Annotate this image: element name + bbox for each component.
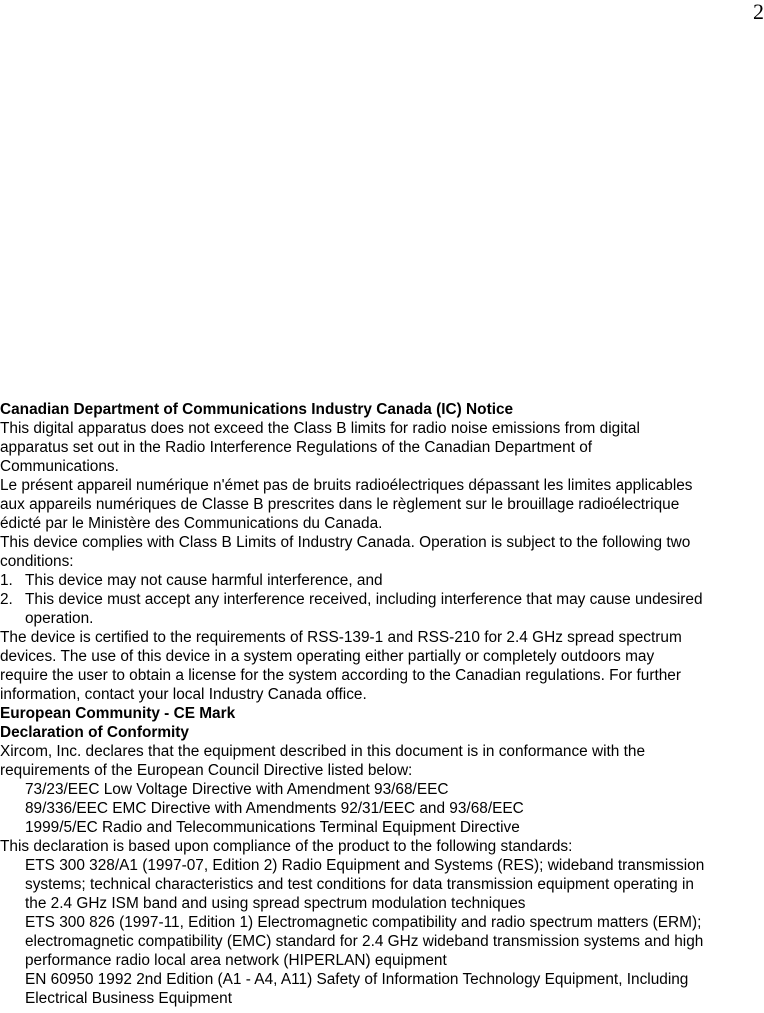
- page-number: 2: [753, 0, 764, 24]
- text-line: apparatus set out in the Radio Interference Regulations of the Canadian Department of: [0, 439, 593, 456]
- condition-text: This device may not cause harmful interference, and: [25, 572, 383, 589]
- text-line: Communications.: [0, 458, 119, 475]
- ic-paragraph-4: [0, 628, 764, 704]
- standards-list: [0, 856, 764, 1008]
- standard-item: [0, 856, 764, 913]
- text-line: ETS 300 826 (1997-11, Edition 1) Electromagnetic compatibility and radio spectrum matters (ERM);: [25, 914, 702, 931]
- text-line: Xircom, Inc. declares that the equipment described in this document is in conformance with the: [0, 743, 646, 760]
- document-body: [0, 400, 764, 1008]
- condition-item: [0, 590, 764, 609]
- text-line: performance radio local area network (HIPERLAN) equipment: [25, 952, 447, 969]
- text-line: requirements of the European Council Directive listed below:: [0, 762, 413, 779]
- text-line: édicté par le Ministère des Communications du Canada.: [0, 515, 383, 532]
- directive-item: 73/23/EEC Low Voltage Directive with Amendment 93/68/EEC: [25, 781, 449, 798]
- text-line: ETS 300 328/A1 (1997-07, Edition 2) Radio Equipment and Systems (RES); wideband transmission: [25, 857, 705, 874]
- directive-item: 89/336/EEC EMC Directive with Amendments 92/31/EEC and 93/68/EEC: [25, 800, 524, 817]
- ic-paragraph-french: [0, 476, 764, 533]
- declaration-heading: Declaration of Conformity: [0, 724, 189, 741]
- ce-mark-section: [0, 704, 764, 1008]
- text-line: Electrical Business Equipment: [25, 990, 233, 1007]
- standard-item: [0, 970, 764, 1008]
- ic-notice-heading: Canadian Department of Communications Industry Canada (IC) Notice: [0, 401, 514, 418]
- directive-item: 1999/5/EC Radio and Telecommunications Terminal Equipment Directive: [25, 819, 520, 836]
- text-line: devices. The use of this device in a system operating either partially or completely outdoors may: [0, 648, 655, 665]
- list-number: 1.: [0, 572, 13, 589]
- text-line: require the user to obtain a license for the system according to the Canadian regulations. For further: [0, 667, 681, 684]
- text-line: This digital apparatus does not exceed the Class B limits for radio noise emissions from digital: [0, 420, 640, 437]
- list-number: 2.: [0, 591, 13, 608]
- conditions-list: [0, 571, 764, 628]
- standard-item: [0, 913, 764, 970]
- text-line: This device complies with Class B Limits of Industry Canada. Operation is subject to the following two: [0, 534, 691, 551]
- text-line: systems; technical characteristics and test conditions for data transmission equipment operating in: [25, 876, 694, 893]
- ic-paragraph-1: [0, 419, 764, 476]
- text-line: Le présent appareil numérique n'émet pas de bruits radioélectriques dépassant les limites applicables: [0, 477, 693, 494]
- condition-text-continuation: operation.: [25, 610, 94, 627]
- standards-intro: This declaration is based upon compliance of the product to the following standards:: [0, 838, 573, 855]
- text-line: information, contact your local Industry Canada office.: [0, 686, 367, 703]
- ic-notice-section: [0, 400, 764, 704]
- ce-intro: [0, 742, 764, 780]
- ce-mark-heading: European Community - CE Mark: [0, 705, 236, 722]
- text-line: conditions:: [0, 553, 74, 570]
- condition-text: This device must accept any interference received, including interference that may cause undesired: [25, 591, 703, 608]
- text-line: electromagnetic compatibility (EMC) standard for 2.4 GHz wideband transmission systems and high: [25, 933, 704, 950]
- text-line: EN 60950 1992 2nd Edition (A1 - A4, A11) Safety of Information Technology Equipment, Including: [25, 971, 689, 988]
- ic-paragraph-3: [0, 533, 764, 571]
- directives-list: [0, 780, 764, 837]
- text-line: the 2.4 GHz ISM band and using spread spectrum modulation techniques: [25, 895, 526, 912]
- condition-item: [0, 571, 764, 590]
- text-line: The device is certified to the requirements of RSS-139-1 and RSS-210 for 2.4 GHz spread spectrum: [0, 629, 682, 646]
- text-line: aux appareils numériques de Classe B prescrites dans le règlement sur le brouillage radioélectrique: [0, 496, 680, 513]
